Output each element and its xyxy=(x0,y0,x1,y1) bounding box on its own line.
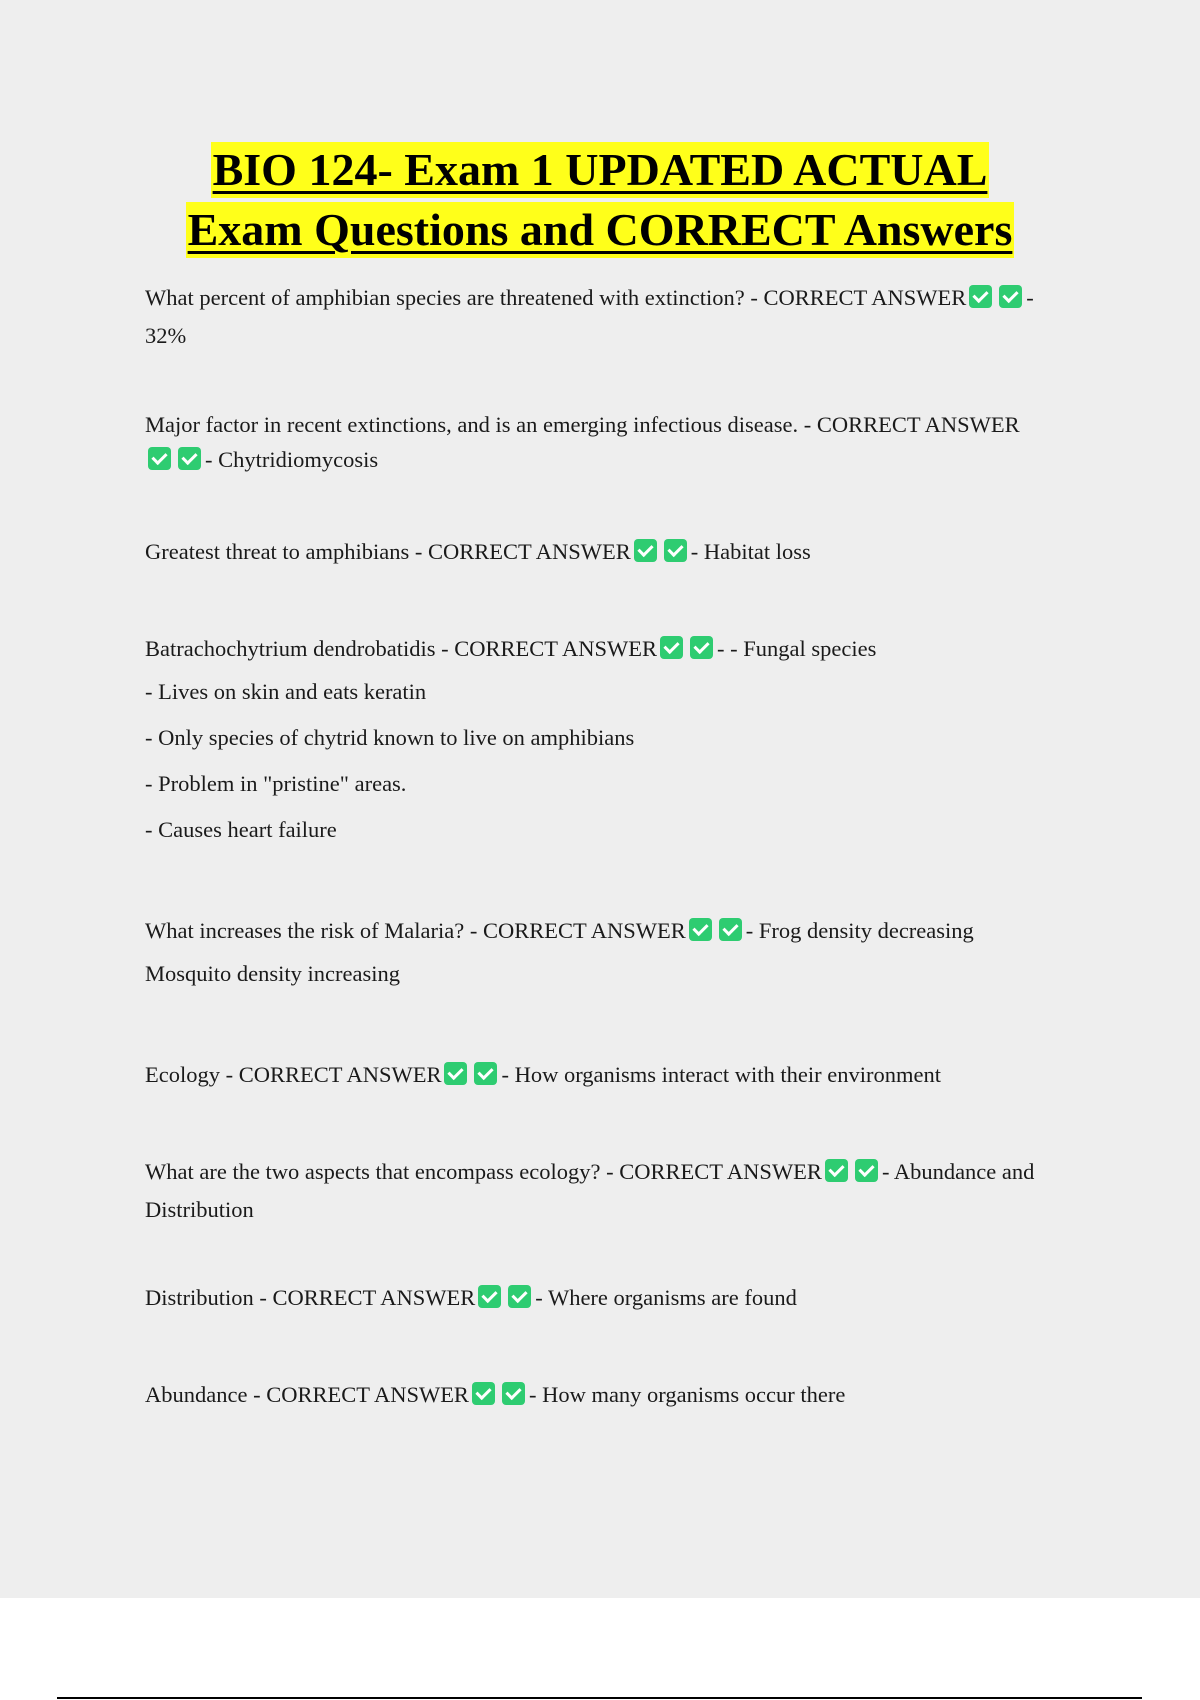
answer-text: - Habitat loss xyxy=(690,539,811,564)
qa-item xyxy=(145,1057,1075,1095)
document-title xyxy=(0,140,1200,260)
check-mark-icon xyxy=(660,636,683,659)
check-mark-icon xyxy=(664,539,687,562)
question-text: Greatest threat to amphibians - CORRECT ANSWER xyxy=(145,539,631,564)
check-mark-icon xyxy=(999,285,1022,308)
check-mark-icon xyxy=(690,636,713,659)
detail-line: Mosquito density increasing xyxy=(145,961,400,986)
question-text: Major factor in recent extinctions, and is an emerging infectious disease. - CORRECT ANSWER xyxy=(145,412,1020,437)
check-mark-icon xyxy=(634,539,657,562)
answer-text: - How organisms interact with their environment xyxy=(501,1062,941,1087)
qa-item xyxy=(145,1280,1075,1318)
check-pair xyxy=(441,1060,501,1095)
check-pair xyxy=(631,537,691,572)
check-mark-icon xyxy=(148,447,171,470)
question-text: What increases the risk of Malaria? - CORRECT ANSWER xyxy=(145,918,686,943)
check-mark-icon xyxy=(855,1159,878,1182)
detail-line: - Problem in "pristine" areas. xyxy=(145,771,407,796)
check-mark-icon xyxy=(444,1062,467,1085)
check-pair xyxy=(145,445,205,480)
detail-line: - Causes heart failure xyxy=(145,817,337,842)
qa-item xyxy=(145,1377,1075,1415)
qa-item xyxy=(145,534,1075,572)
check-pair xyxy=(686,916,746,951)
answer-text: - 32% xyxy=(145,285,1034,348)
check-mark-icon xyxy=(719,918,742,941)
check-pair xyxy=(469,1380,529,1415)
answer-text: - - Fungal species xyxy=(717,636,877,661)
check-mark-icon xyxy=(474,1062,497,1085)
qa-item xyxy=(145,631,1075,853)
detail-line: - Lives on skin and eats keratin xyxy=(145,679,427,704)
answer-text: - Frog density decreasing xyxy=(745,918,974,943)
qa-item xyxy=(145,407,1075,480)
question-text: Abundance - CORRECT ANSWER xyxy=(145,1382,469,1407)
check-pair xyxy=(966,283,1026,318)
question-text: Distribution - CORRECT ANSWER xyxy=(145,1285,476,1310)
check-pair xyxy=(475,1283,535,1318)
qa-item xyxy=(145,280,1075,353)
answer-text: - How many organisms occur there xyxy=(528,1382,846,1407)
question-text: Batrachochytrium dendrobatidis - CORRECT ANSWER xyxy=(145,636,658,661)
answer-text: - Abundance and Distribution xyxy=(145,1159,1035,1222)
answer-text: - Chytridiomycosis xyxy=(205,447,379,472)
check-mark-icon xyxy=(689,918,712,941)
title-line-2: Exam Questions and CORRECT Answers xyxy=(186,202,1015,258)
qa-item xyxy=(145,1154,1075,1227)
check-pair xyxy=(657,634,717,669)
answer-text: - Where organisms are found xyxy=(535,1285,797,1310)
check-mark-icon xyxy=(508,1285,531,1308)
check-pair xyxy=(822,1157,882,1192)
check-mark-icon xyxy=(472,1382,495,1405)
footer-rule xyxy=(57,1697,1142,1699)
question-text: What percent of amphibian species are threatened with extinction? - CORRECT ANSWER xyxy=(145,285,967,310)
check-mark-icon xyxy=(178,447,201,470)
check-mark-icon xyxy=(969,285,992,308)
detail-line: - Only species of chytrid known to live on amphibians xyxy=(145,725,635,750)
check-mark-icon xyxy=(502,1382,525,1405)
check-mark-icon xyxy=(825,1159,848,1182)
title-line-1: BIO 124- Exam 1 UPDATED ACTUAL xyxy=(211,142,990,198)
question-text: Ecology - CORRECT ANSWER xyxy=(145,1062,442,1087)
check-mark-icon xyxy=(478,1285,501,1308)
question-text: What are the two aspects that encompass ecology? - CORRECT ANSWER xyxy=(145,1159,822,1184)
qa-item xyxy=(145,913,1075,997)
